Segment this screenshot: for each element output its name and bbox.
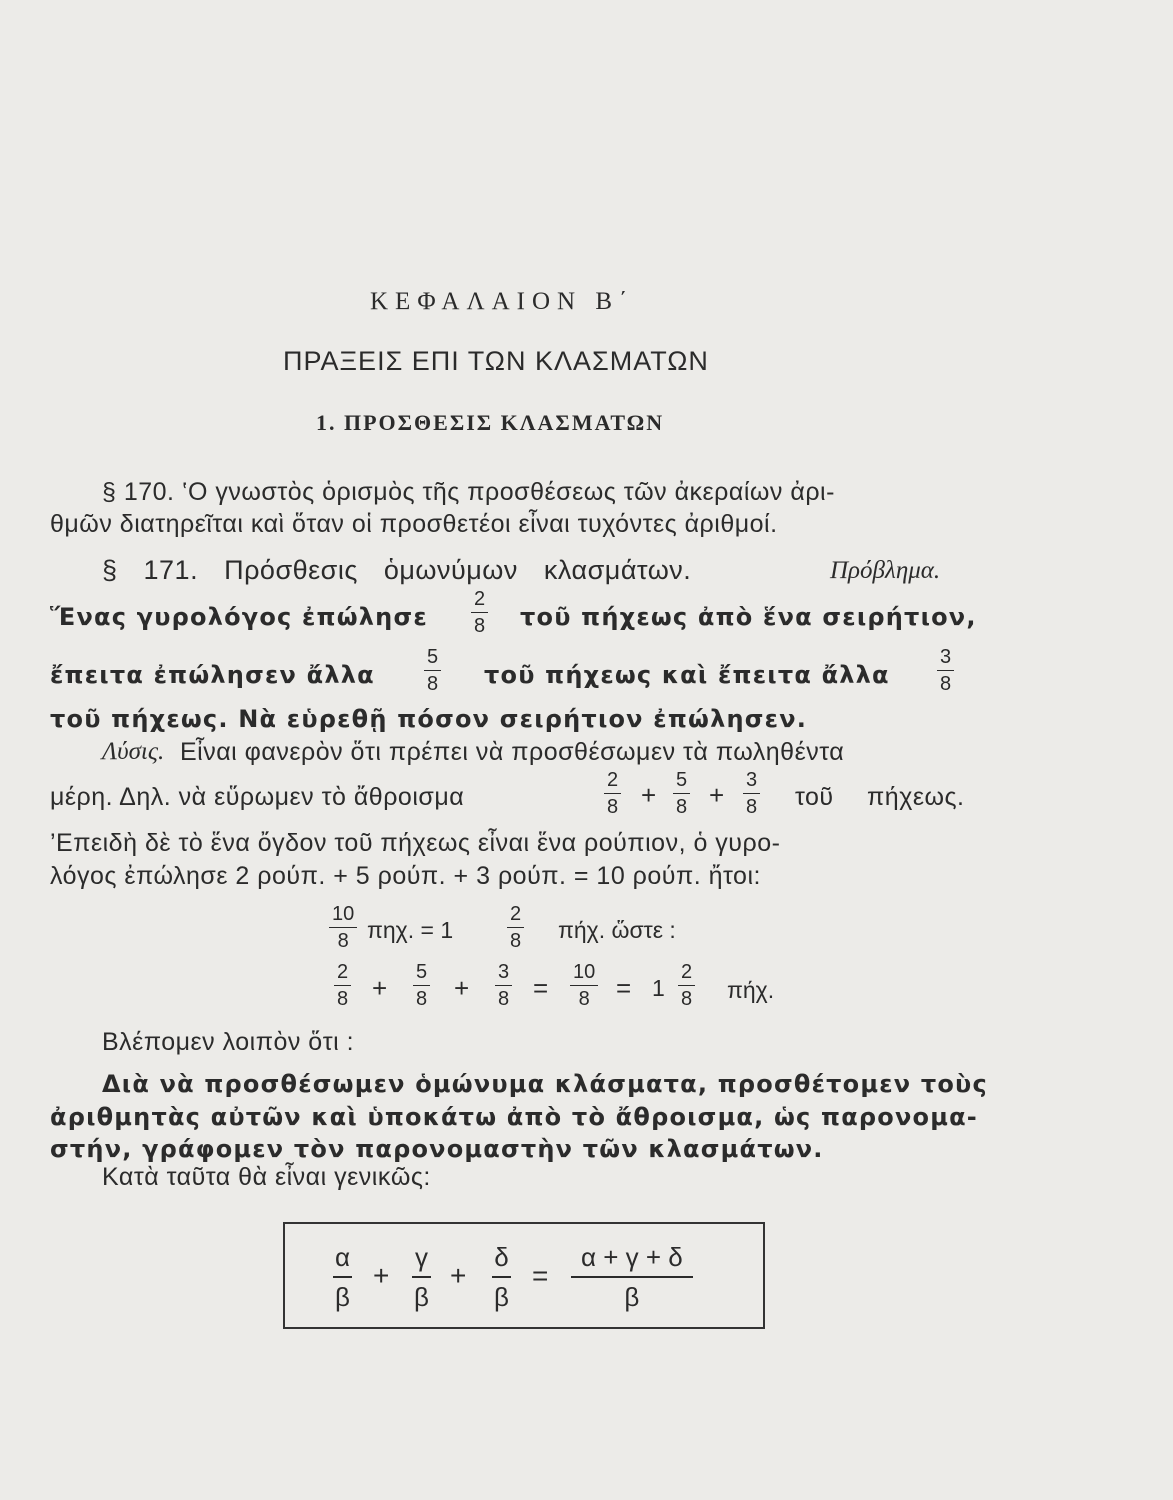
- plus-sign: +: [372, 973, 388, 1003]
- fraction-2-8-d: 2 8: [334, 962, 351, 1009]
- chapter-title: ΠΡΑΞΕΙΣ ΕΠΙ ΤΩΝ ΚΛΑΣΜΑΤΩΝ: [283, 346, 709, 376]
- fraction-2-8-e: 2 8: [678, 962, 695, 1009]
- fraction-10-8-b: 10 8: [570, 962, 598, 1009]
- fraction-3-8-a: 3 8: [937, 647, 954, 694]
- fraction-5-8-c: 5 8: [413, 962, 430, 1009]
- rule-line-1: Διὰ νὰ προσθέσωμεν ὁμώνυμα κλάσματα, προσθέτομεν τοὺς: [102, 1070, 988, 1098]
- formula-fraction-delta-beta: δ β: [494, 1242, 509, 1312]
- solution-label: Λύσις.: [102, 738, 165, 765]
- rule-line-2: ἀριθμητὰς αὐτῶν καὶ ὑποκάτω ἀπὸ τὸ ἄθροισμα, ὡς παρονομα-: [50, 1103, 978, 1131]
- equation-1-text-a: πηχ. = 1: [367, 917, 454, 943]
- problem-line-1b: τοῦ πήχεως ἀπὸ ἕνα σειρήτιον,: [520, 603, 977, 631]
- equals-sign: =: [616, 973, 632, 1003]
- formula-fraction-gamma-beta: γ β: [414, 1242, 429, 1312]
- whole-number-1: 1: [652, 975, 665, 1001]
- formula-fraction-alpha-beta: α β: [335, 1242, 351, 1312]
- problem-line-3: τοῦ πήχεως. Νὰ εὑρεθῇ πόσον σειρήτιον ἐπώλησεν.: [50, 705, 808, 733]
- equation-1-text-b: πήχ. ὥστε :: [558, 917, 676, 943]
- solution-line-4: λόγος ἐπώλησε 2 ρούπ. + 5 ρούπ. + 3 ρούπ. = 10 ρούπ. ἤτοι:: [50, 862, 761, 890]
- plus-sign: +: [709, 780, 725, 810]
- problem-line-1a: Ἕνας γυρολόγος ἐπώλησε: [50, 603, 428, 631]
- equals-sign: =: [533, 973, 549, 1003]
- problem-label: Πρόβλημα.: [830, 557, 941, 584]
- solution-line-1: Εἶναι φανερὸν ὅτι πρέπει νὰ προσθέσωμεν τὰ πωληθέντα: [180, 738, 845, 766]
- solution-line-2b: τοῦ πήχεως.: [795, 783, 965, 811]
- equation-2-tail: πήχ.: [727, 977, 775, 1003]
- fraction-5-8-b: 5 8: [673, 770, 690, 817]
- fraction-2-8-c: 2 8: [507, 904, 524, 951]
- plus-sign: +: [450, 1260, 467, 1291]
- equals-sign: =: [532, 1260, 549, 1291]
- problem-line-2a: ἔπειτα ἐπώλησεν ἄλλα: [50, 661, 375, 689]
- plus-sign: +: [373, 1260, 390, 1291]
- solution-line-3: ’Επειδὴ δὲ τὸ ἕνα ὄγδον τοῦ πήχεως εἶναι ἕνα ρούπιον, ὁ γυρο-: [50, 829, 781, 857]
- fraction-3-8-c: 3 8: [495, 962, 512, 1009]
- paragraph-170-line-2: θμῶν διατηρεῖται καὶ ὅταν οἱ προσθετέοι εἶναι τυχόντες ἀριθμοί.: [50, 510, 778, 538]
- paragraph-170-line-1: § 170. ‛Ο γνωστὸς ὁρισμὸς τῆς προσθέσεως τῶν ἀκεραίων ἀρι-: [102, 478, 835, 506]
- fraction-3-8-b: 3 8: [743, 770, 760, 817]
- fraction-2-8-b: 2 8: [604, 770, 621, 817]
- plus-sign: +: [641, 780, 657, 810]
- fraction-10-8-a: 10 8: [329, 904, 357, 951]
- formula-fraction-sum-beta: α + γ + δ β: [571, 1244, 693, 1310]
- conclusion-intro: Βλέπομεν λοιπὸν ὅτι :: [102, 1028, 355, 1056]
- general-intro: Κατὰ ταῦτα θὰ εἶναι γενικῶς:: [102, 1163, 431, 1191]
- rule-line-3: στήν, γράφομεν τὸν παρονομαστὴν τῶν κλασμάτων.: [50, 1135, 824, 1163]
- problem-line-2b: τοῦ πήχεως καὶ ἔπειτα ἄλλα: [484, 661, 890, 689]
- fraction-2-8-a: 2 8: [471, 589, 488, 636]
- plus-sign: +: [454, 973, 470, 1003]
- general-formula-box: [283, 1222, 765, 1329]
- fraction-5-8-a: 5 8: [424, 647, 441, 694]
- chapter-label: ΚΕΦΑΛΑΙΟΝ Β΄: [370, 288, 635, 315]
- solution-line-2a: μέρη. Δηλ. νὰ εὕρωμεν τὸ ἄθροισμα: [50, 783, 465, 811]
- paragraph-171-heading: § 171. Πρόσθεσις ὁμωνύμων κλασμάτων.: [102, 555, 692, 585]
- section-title: 1. ΠΡΟΣΘΕΣΙΣ ΚΛΑΣΜΑΤΩΝ: [316, 410, 665, 435]
